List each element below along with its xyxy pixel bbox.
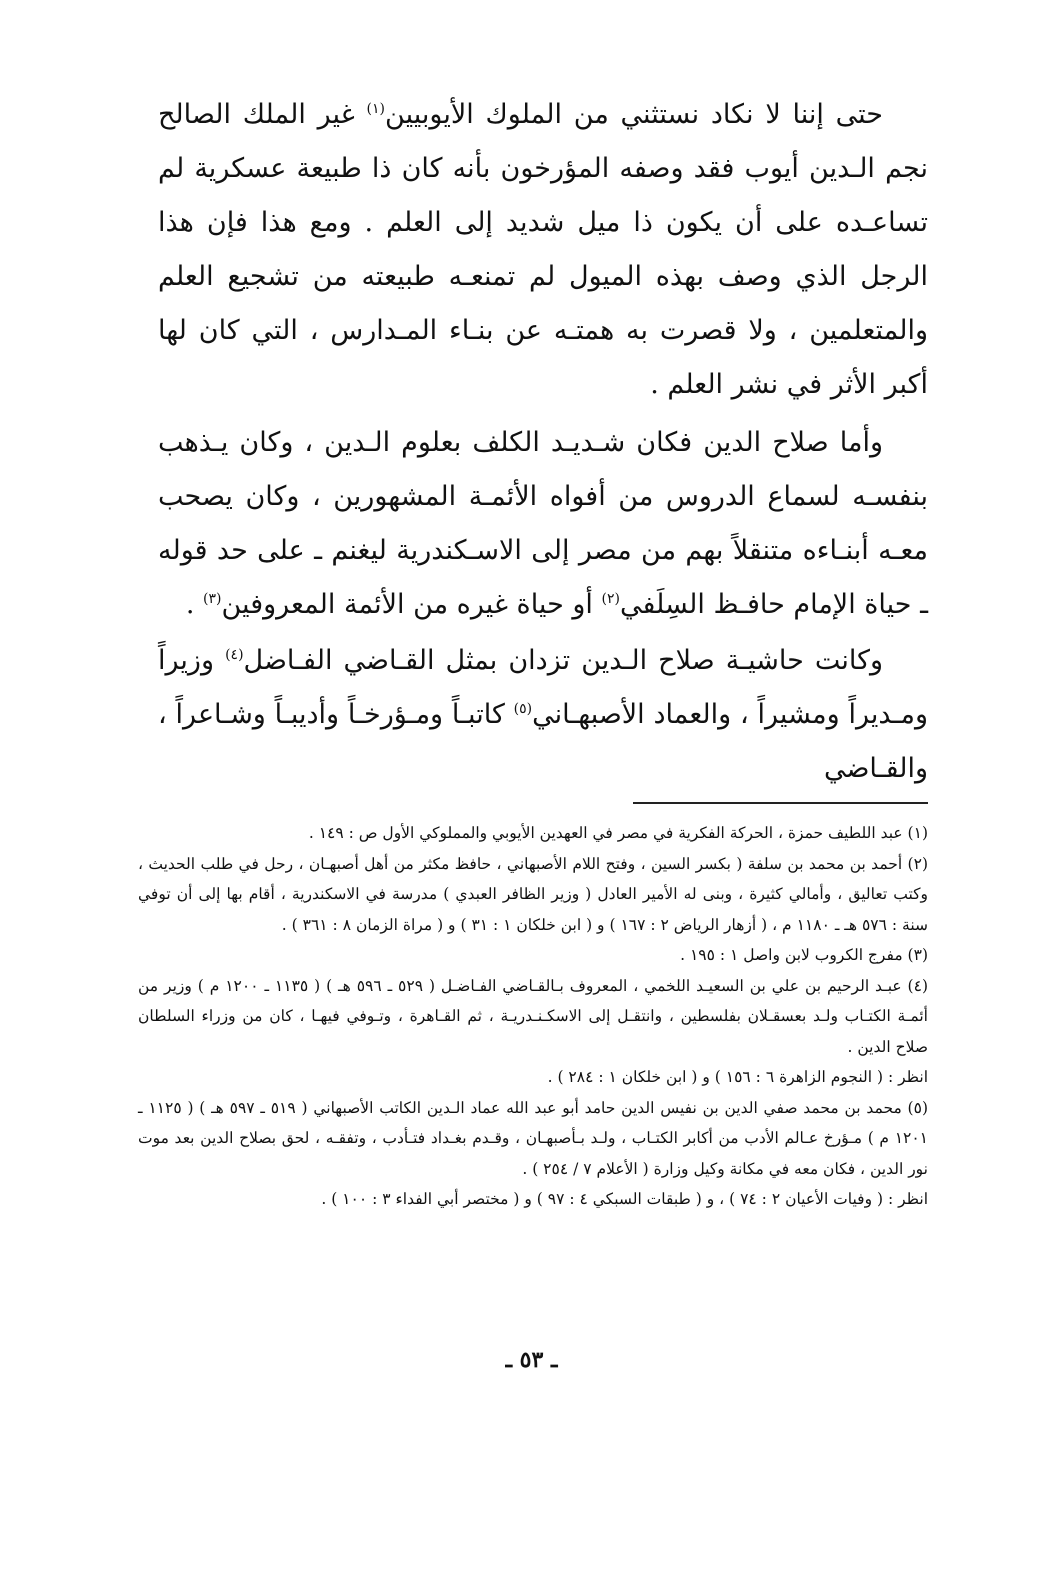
body-paragraph-2	[158, 416, 928, 632]
paragraph-2-text: وأما صلاح الدين فكان شـديـد الكلف بعلوم الـدين ، وكان يـذهب بنفسـه لسماع الدروس من أفواه الأئمـة المشهورين ، وكان يصحب معـه أبنـاءه متنقلاً بهم من مصر إلى الاسـكندرية ليغنم ـ على حد قوله ـ حياة الإمام حافـظ السِلَفي	[158, 427, 928, 620]
footnote-4-reference: انظر : ( النجوم الزاهرة ٦ : ١٥٦ ) و ( ابن خلكان ١ : ٢٨٤ ) .	[547, 1068, 928, 1086]
body-paragraph-3	[158, 634, 928, 796]
footnote-3: (٣) مفرج الكروب لابن واصل ١ : ١٩٥ .	[680, 946, 928, 964]
paragraph-2-text-mid: أو حياة غيره من الأئمة المعروفين	[221, 589, 602, 620]
footnote-ref-4: (٤)	[225, 647, 244, 663]
footnote-ref-1: (١)	[366, 101, 386, 117]
body-paragraph-1	[158, 88, 928, 412]
footnote-1: (١) عبد اللطيف حمزة ، الحركة الفكرية في مصر في العهدين الأيوبي والمملوكي الأول ص : ١٤٩ .	[308, 824, 928, 842]
paragraph-3-text: وكانت حاشيـة صلاح الـدين تزدان بمثل القـاضي الفـاضل	[243, 645, 883, 676]
paragraph-3-text-end: كاتبـاً ومـؤرخـاً وأديبـاً وشـاعراً ، والقـاضي	[158, 699, 928, 784]
paragraph-2-text-end: .	[185, 589, 204, 620]
page-number: ـ ٥٣ ـ	[505, 1347, 558, 1373]
footnote-4: (٤) عبـد الرحيم بن علي بن السعيـد اللخمي ، المعروف بـالقـاضي الفـاضـل ( ٥٢٩ ـ ٥٩٦ هـ ) ( ١١٣٥ ـ ١٢٠٠ م ) وزير من أئمـة الكتـاب ولـد بعسقـلان بفلسطين ، وانتقـل إلى الاسكـنـدريـة ، ثم القـاهرة ، وتـوفي فيهـا ، كان من وزراء السلطان صلاح الدين .	[138, 976, 928, 1056]
footnote-separator	[633, 802, 928, 804]
paragraph-1-text: حتى إننا لا نكاد نستثني من الملوك الأيوبيين	[385, 99, 884, 130]
footnote-ref-5: (٥)	[513, 701, 533, 717]
footnote-5: (٥) محمد بن محمد صفي الدين بن نفيس الدين حامد أبو عبد الله عماد الـدين الكاتب الأصبهاني ( ٥١٩ ـ ٥٩٧ هـ ) ( ١١٢٥ ـ ١٢٠١ م ) مـؤرخ عـالم الأدب من أكابر الكتـاب ، ولـد بـأصبهـان ، وقـدم بغـداد فتـأدب ، وتفقـه ، لحق بصلاح الدين بعد موت نور الدين ، فكان معه في مكانة وكيل وزارة ( الأعلام ٧ / ٢٥٤ ) .	[138, 1098, 928, 1178]
footnote-2: (٢) أحمد بن محمد بن سلفة ( بكسر السين ، وفتح اللام الأصبهاني ، حافظ مكثر من أهل أصبهـان ، رحل في طلب الحديث ، وكتب تعاليق ، وأمالي كثيرة ، وبنى له الأمير العادل ( وزير الظافر العبدي ) مدرسة في الاسكندرية ، أقام بها إلى أن توفي سنة : ٥٧٦ هـ ـ ١١٨٠ م ، ( أزهار الرياض ٢ : ١٦٧ ) و ( ابن خلكان ١ : ٣١ ) و ( مراة الزمان ٨ : ٣٦١ ) .	[138, 854, 928, 934]
paragraph-1-text-cont: غير الملك الصالح نجم الـدين أيوب فقد وصفه المؤرخون بأنه كان ذا طبيعة عسكرية لم تساعـده على أن يكون ذا ميل شديد إلى العلم . ومع هذا فإن هذا الرجل الذي وصف بهذه الميول لم تمنعـه طبيعته من تشجيع العلم والمتعلمين ، ولا قصرت به همتـه عن بنـاء المـدارس ، التي كان لها أكبر الأثر في نشر العلم .	[158, 99, 928, 400]
footnote-5-reference: انظر : ( وفيات الأعيان ٢ : ٧٤ ) ، و ( طبقات السبكي ٤ : ٩٧ ) و ( مختصر أبي الفداء ٣ : ١٠٠ ) .	[321, 1190, 928, 1208]
paragraph-3-text-mid: وزيراً ومـديراً ومشيراً ، والعماد الأصبهـاني	[158, 645, 928, 730]
footnote-ref-3: (٣)	[203, 591, 222, 607]
footnotes-section	[138, 818, 928, 1215]
footnote-ref-2: (٢)	[601, 591, 620, 607]
